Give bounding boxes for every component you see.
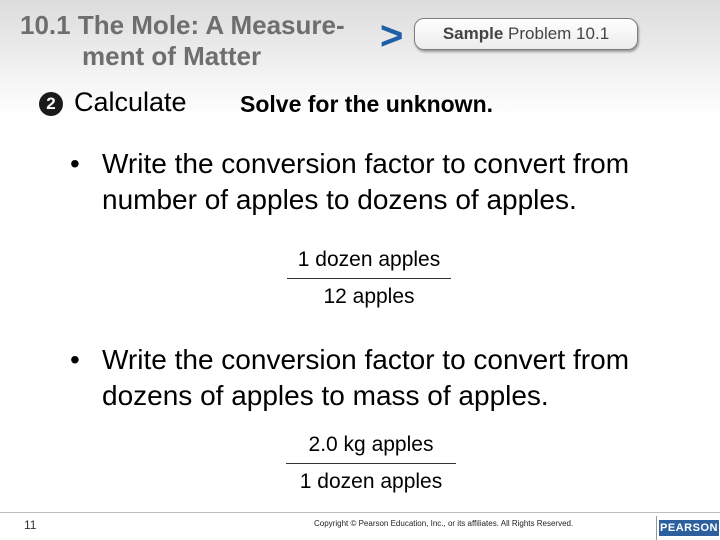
fraction-numerator: 1 dozen apples <box>287 246 451 279</box>
step-subtitle: Solve for the unknown. <box>240 91 494 117</box>
chevron-right-icon: > <box>380 14 404 58</box>
page-number: 11 <box>24 518 37 532</box>
conversion-fraction-1 <box>287 246 451 311</box>
sample-problem-tab[interactable] <box>414 18 638 50</box>
section-title-line2: ment of Matter <box>82 41 262 71</box>
conversion-fraction-2 <box>286 431 456 496</box>
bullet-text: Write the conversion factor to convert from dozens of apples to mass of apples. <box>102 344 630 411</box>
bullet-marker: • <box>70 344 80 375</box>
sample-label-bold: Sample <box>442 24 504 43</box>
section-title <box>20 10 380 72</box>
bullet-text: Write the conversion factor to convert from number of apples to dozens of apples. <box>102 148 630 215</box>
fraction-denominator: 12 apples <box>323 285 415 308</box>
pearson-logo-text: PEARSON <box>660 522 718 534</box>
bullet-item-2 <box>70 342 700 414</box>
pearson-logo <box>656 516 720 540</box>
footer-divider <box>0 512 720 513</box>
section-title-line1: 10.1 The Mole: A Measure- <box>20 10 345 40</box>
copyright-notice: Copyright © Pearson Education, Inc., or its affiliates. All Rights Reserved. <box>314 519 574 528</box>
fraction-denominator: 1 dozen apples <box>299 470 443 493</box>
sample-label-rest: Problem 10.1 <box>503 24 610 43</box>
bullet-marker: • <box>70 148 80 179</box>
step-title: Calculate <box>74 87 187 117</box>
step-number-badge: 2 <box>39 92 63 116</box>
bullet-item-1 <box>70 146 660 218</box>
fraction-numerator: 2.0 kg apples <box>286 431 456 464</box>
